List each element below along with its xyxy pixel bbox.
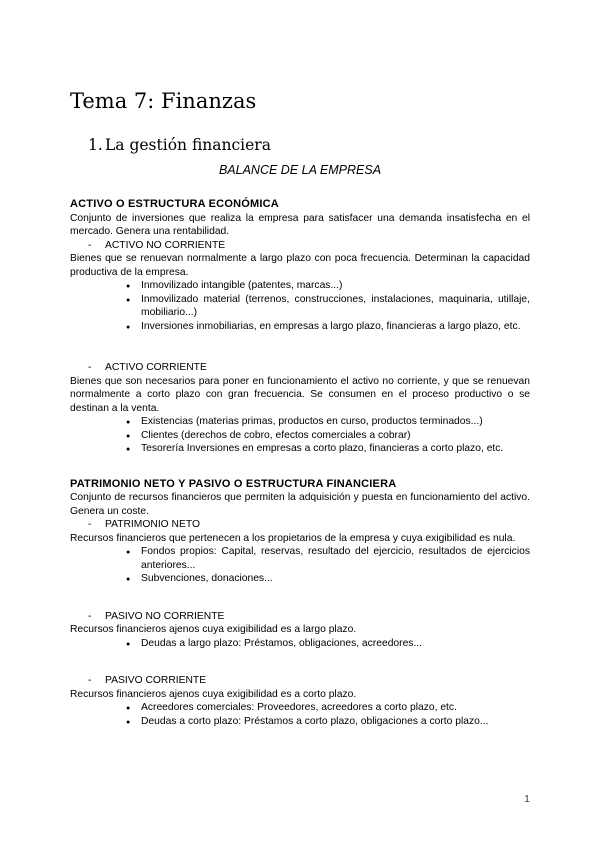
dash-marker: - xyxy=(88,362,92,373)
section-heading: ACTIVO O ESTRUCTURA ECONÓMICA xyxy=(70,198,279,210)
bullet-list-item xyxy=(70,715,530,729)
bullet-marker: ● xyxy=(126,283,131,290)
paragraph: Recursos financieros ajenos cuya exigibilidad es a corto plazo. xyxy=(70,688,357,700)
bullet-list-item xyxy=(70,637,530,651)
bullet-item-text: Clientes (derechos de cobro, efectos comerciales a cobrar) xyxy=(141,429,411,441)
paragraph: Recursos financieros ajenos cuya exigibilidad es a largo plazo. xyxy=(70,624,357,635)
page-title: Tema 7: Finanzas xyxy=(70,89,257,113)
bullet-list-item xyxy=(70,415,530,429)
bullet-list-item xyxy=(70,572,530,586)
dash-marker: - xyxy=(88,675,92,686)
bullet-item-text: Tesorería Inversiones en empresas a corto plazo, financieras a corto plazo, etc. xyxy=(141,443,504,454)
document-subtitle: BALANCE DE LA EMPRESA xyxy=(218,163,382,177)
bullet-list-item xyxy=(70,429,530,443)
bullet-item-text: Fondos propios: Capital, reservas, resultado del ejercicio, resultados de ejercicios anteriores... xyxy=(141,546,530,571)
bullet-item-text: Deudas a largo plazo: Préstamos, obligaciones, acreedores... xyxy=(141,637,423,649)
dash-item-label: ACTIVO CORRIENTE xyxy=(105,362,207,373)
vertical-spacer xyxy=(70,586,530,610)
dash-marker: - xyxy=(88,519,92,530)
dash-item-label: PASIVO NO CORRIENTE xyxy=(105,610,225,622)
bullet-marker: ● xyxy=(126,718,131,726)
paragraph: Conjunto de recursos financieros que permiten la adquisición y puesta en funcionamiento del activo. Genera un coste. xyxy=(70,492,530,517)
dash-list-item xyxy=(70,610,530,624)
dash-list-item xyxy=(70,239,530,253)
bullet-item-text: Deudas a corto plazo: Préstamos a corto plazo, obligaciones a corto plazo... xyxy=(141,715,489,727)
bullet-marker: ● xyxy=(126,296,131,304)
bullet-marker: ● xyxy=(126,640,131,648)
bullet-item-text: Inmovilizado material (terrenos, construcciones, instalaciones, maquinaria, utillaje, mobiliario...) xyxy=(141,293,530,318)
paragraph: Recursos financieros que pertenecen a los propietarios de la empresa y cuya exigibilidad es nula. xyxy=(70,532,516,544)
vertical-spacer xyxy=(70,456,530,478)
dash-item-label: PATRIMONIO NETO xyxy=(105,519,200,530)
dash-list-item xyxy=(70,674,530,688)
bullet-list-item xyxy=(70,279,530,293)
vertical-spacer xyxy=(70,333,530,361)
bullet-item-text: Subvenciones, donaciones... xyxy=(141,573,273,584)
page-number: 1 xyxy=(524,793,530,805)
section-heading: PATRIMONIO NETO Y PASIVO O ESTRUCTURA FINANCIERA xyxy=(70,477,397,490)
dash-marker: - xyxy=(88,610,92,622)
paragraph: Conjunto de inversiones que realiza la empresa para satisfacer una demanda insatisfecha en el mercado. Genera una rentabilidad. xyxy=(70,212,530,237)
bullet-marker: ● xyxy=(126,323,131,331)
dash-marker: - xyxy=(88,239,92,251)
bullet-list-item xyxy=(70,701,530,715)
section-number-heading xyxy=(70,136,530,155)
dash-list-item xyxy=(70,518,530,532)
bullet-marker: ● xyxy=(126,705,131,712)
bullet-item-text: Acreedores comerciales: Proveedores, acreedores a corto plazo, etc. xyxy=(141,702,457,713)
paragraph: Bienes que son necesarios para poner en funcionamiento el activo no corriente, y que se renuevan normalmente a corto plazo con gran frecuencia. Se consumen en el proceso productivo o se destinan a la venta. xyxy=(70,375,530,414)
bullet-item-text: Inversiones inmobiliarias, en empresas a largo plazo, financieras a largo plazo, etc. xyxy=(141,320,521,332)
dash-list-item xyxy=(70,361,530,375)
bullet-list-item xyxy=(70,442,530,456)
bullet-item-text: Inmovilizado intangible (patentes, marcas...) xyxy=(141,280,343,291)
bullet-marker: ● xyxy=(126,432,131,440)
bullet-marker: ● xyxy=(126,549,131,556)
dash-item-label: ACTIVO NO CORRIENTE xyxy=(105,239,226,251)
dash-item-label: PASIVO CORRIENTE xyxy=(105,675,207,686)
vertical-spacer xyxy=(70,650,530,674)
bullet-list-item xyxy=(70,293,530,320)
paragraph: Bienes que se renuevan normalmente a largo plazo con poca frecuencia. Determinan la capacidad productiva de la empresa. xyxy=(70,253,530,278)
heading-number: 1. xyxy=(88,136,103,154)
bullet-marker: ● xyxy=(126,576,131,583)
bullet-list-item xyxy=(70,545,530,572)
heading-text: La gestión financiera xyxy=(105,136,271,154)
bullet-marker: ● xyxy=(126,419,131,426)
bullet-item-text: Existencias (materias primas, productos en curso, productos terminados...) xyxy=(141,416,483,427)
bullet-list-item xyxy=(70,320,530,334)
bullet-marker: ● xyxy=(126,446,131,453)
